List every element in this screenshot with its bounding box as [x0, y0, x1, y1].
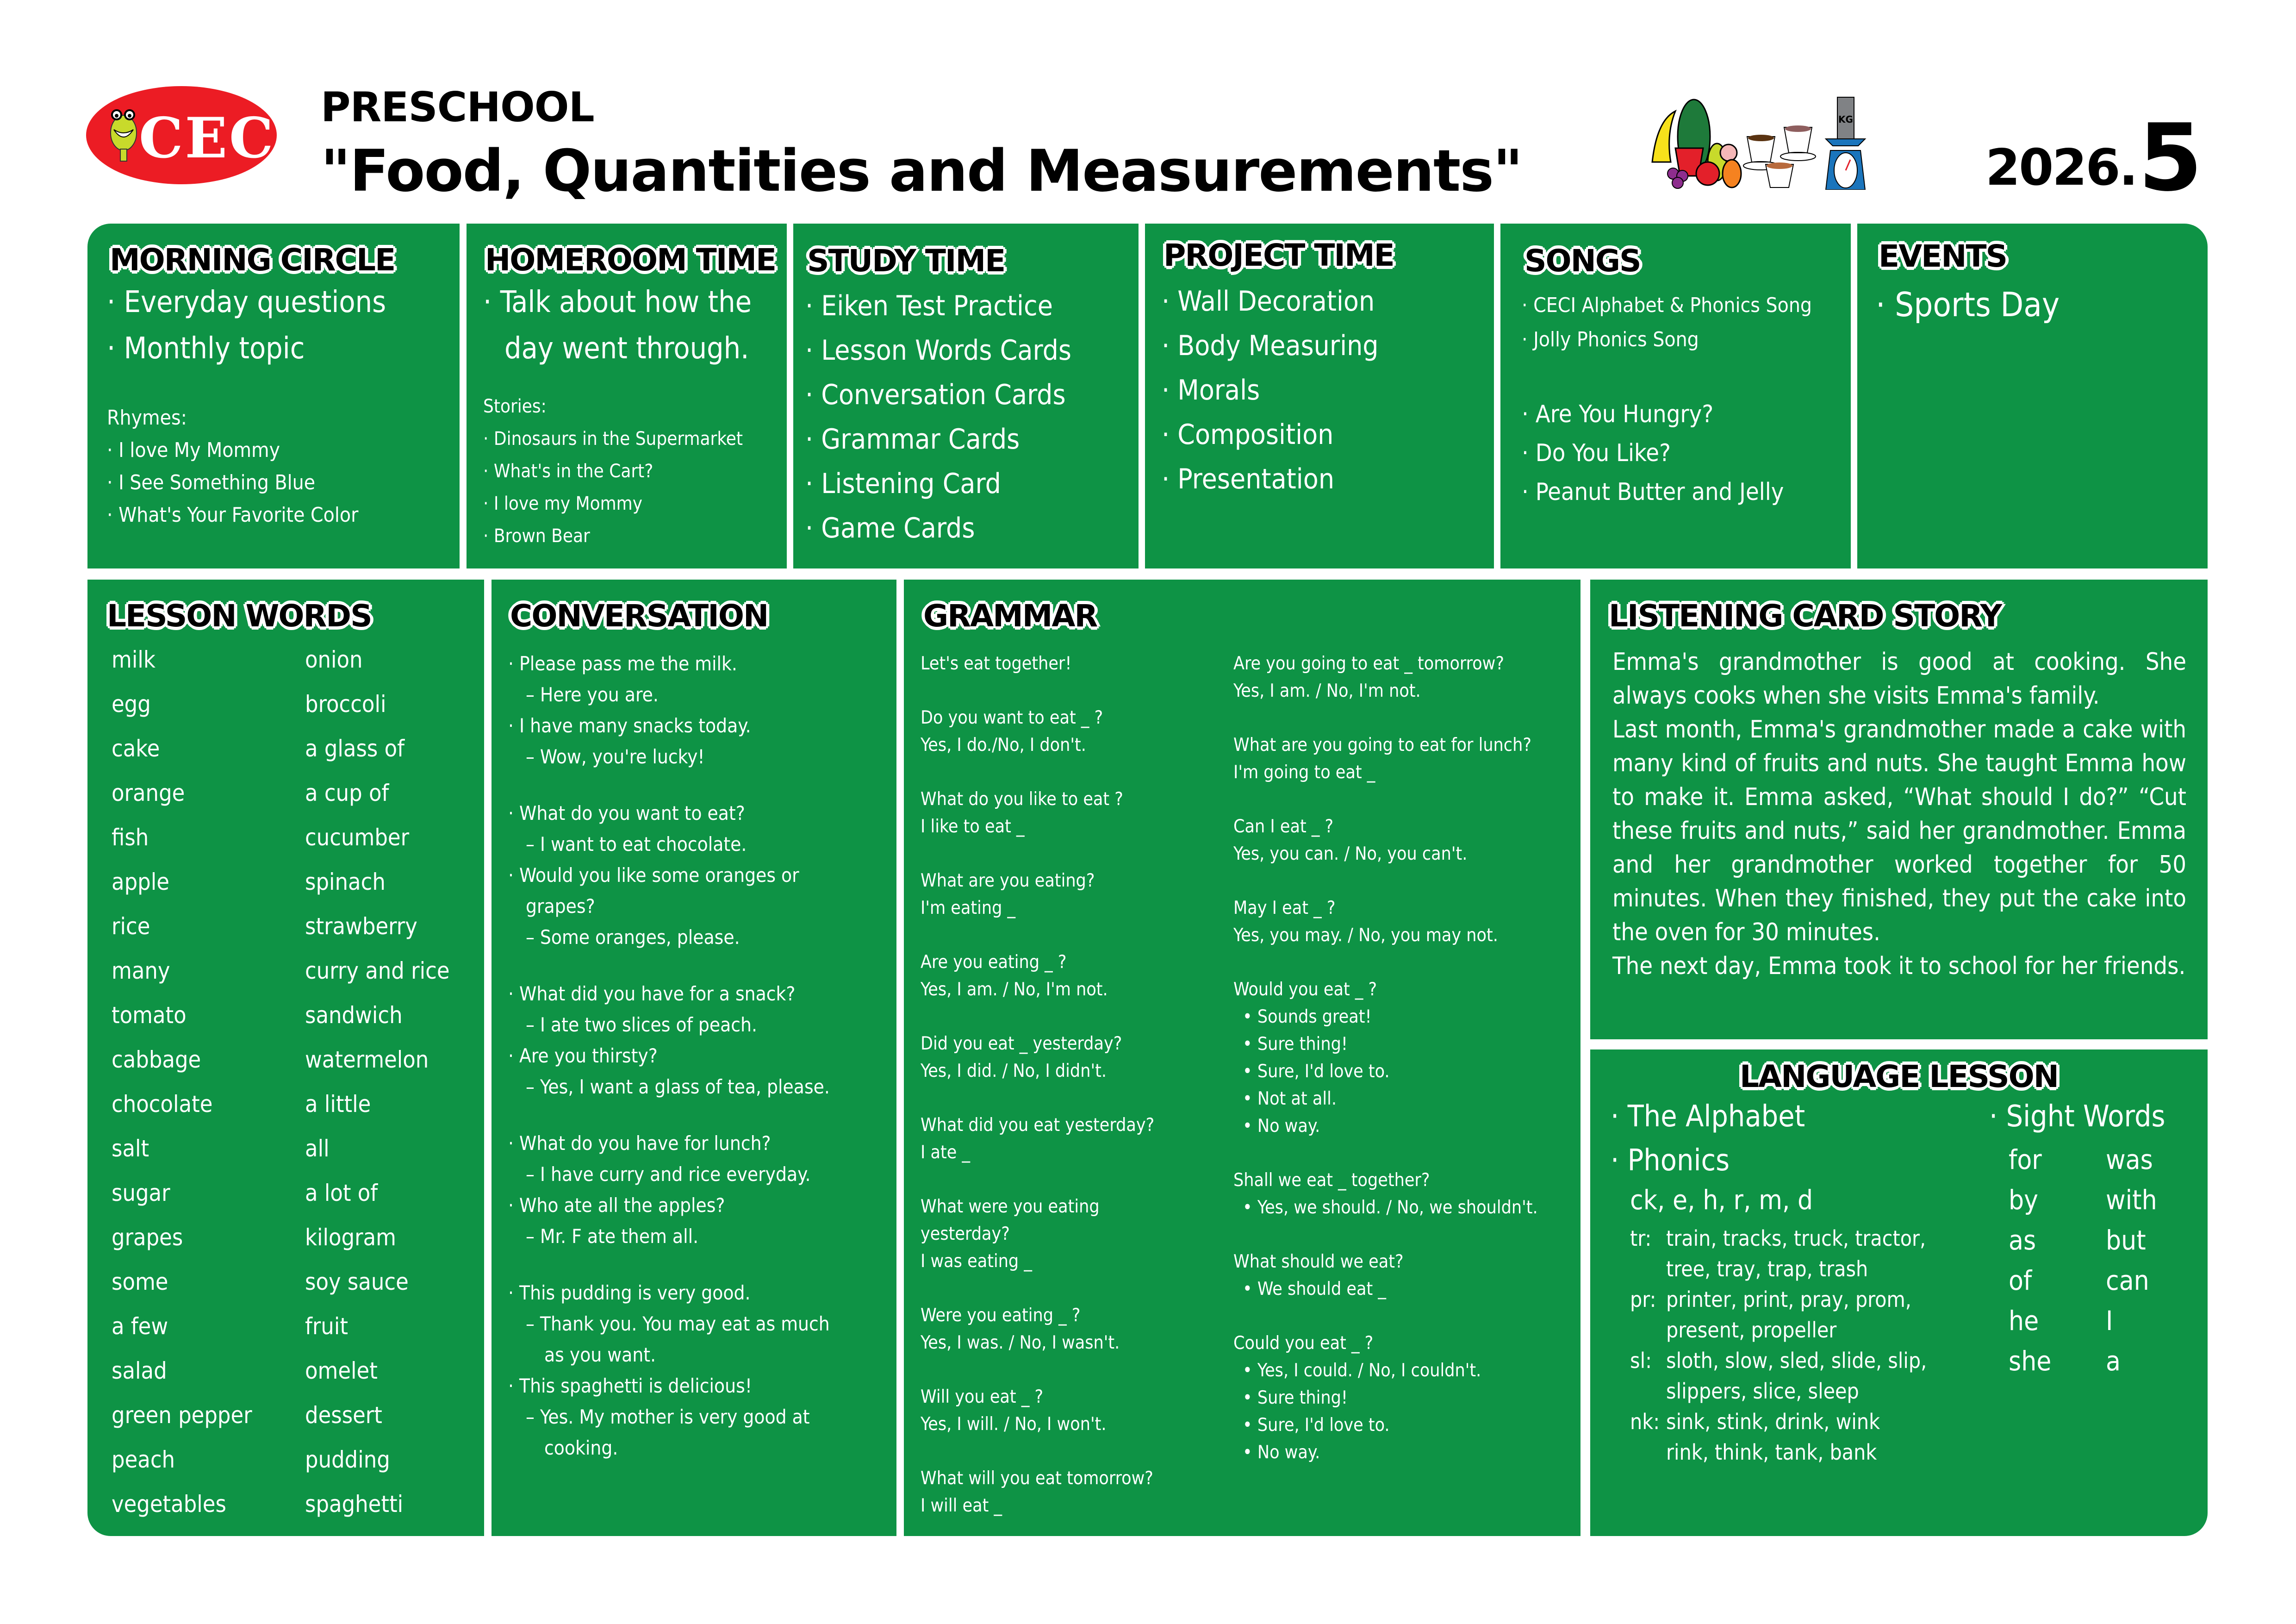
lesson-word: vegetables	[112, 1491, 226, 1518]
list-item: day went through.	[504, 331, 749, 366]
lesson-word: many	[112, 957, 170, 984]
conversation-line: – I ate two slices of peach.	[526, 1013, 757, 1036]
list-item: · Composition	[1162, 418, 1334, 451]
sight-word: he	[2009, 1305, 2039, 1337]
grammar-line: I ate _	[921, 1142, 971, 1163]
conversation-line: – Some oranges, please.	[526, 926, 740, 949]
conversation-line: · What did you have for a snack?	[508, 982, 796, 1005]
lesson-word: strawberry	[305, 913, 417, 940]
grammar-bullet: • Sure, I'd love to.	[1243, 1061, 1390, 1082]
lesson-word: curry and rice	[305, 957, 450, 984]
lesson-word: spinach	[305, 868, 386, 895]
cup-icon	[1780, 125, 1816, 161]
conversation-line: · What do you want to eat?	[508, 802, 745, 824]
grammar-line: yesterday?	[921, 1224, 1010, 1244]
list-item: · Lesson Words Cards	[805, 334, 1071, 367]
blend-words: rink, think, tank, bank	[1666, 1440, 1877, 1465]
sight-words-col-1	[2009, 1140, 2106, 1381]
conversation-line: – Yes. My mother is very good at	[526, 1405, 810, 1428]
kg-weight-icon	[1837, 97, 1854, 139]
morning-circle-panel	[87, 224, 460, 568]
conversation-list	[508, 648, 830, 1463]
conversation-line: · I have many snacks today.	[508, 714, 751, 737]
list-item: · Body Measuring	[1162, 330, 1379, 362]
panel-title: CONVERSATION	[510, 598, 768, 634]
sight-words-col-2	[2106, 1140, 2157, 1381]
grammar-question: Can I eat _ ?	[1233, 816, 1334, 837]
lesson-word: egg	[112, 691, 151, 718]
story-paragraph: The next day, Emma took it to school for her friends.	[1612, 952, 2186, 980]
grammar-question: Could you eat _ ?	[1233, 1333, 1374, 1354]
panel-title: PROJECT TIME	[1164, 237, 1394, 273]
conversation-line: – Here you are.	[526, 683, 659, 706]
phonics-section	[1611, 1093, 1927, 1468]
grammar-bullet: • Yes, I could. / No, I couldn't.	[1243, 1360, 1481, 1381]
conversation-line: – I have curry and rice everyday.	[526, 1163, 811, 1186]
lesson-word: milk	[112, 646, 156, 673]
study-items	[805, 284, 1071, 550]
conversation-line: – Thank you. You may eat as much	[526, 1312, 830, 1335]
list-item: · What's Your Favorite Color	[107, 503, 359, 527]
grammar-line: Yes, I am. / No, I'm not.	[921, 979, 1108, 1000]
blend-key	[1630, 1437, 1666, 1468]
sight-word: but	[2106, 1224, 2146, 1256]
lesson-word: pudding	[305, 1446, 390, 1473]
lesson-word: all	[305, 1135, 330, 1162]
conversation-line: as you want.	[544, 1343, 656, 1366]
conversation-line: · Would you like some oranges or	[508, 864, 799, 887]
grapes-icon	[1668, 168, 1688, 188]
blend-row	[1630, 1315, 1927, 1345]
grammar-answer: Yes, I am. / No, I'm not.	[1233, 681, 1421, 701]
study-time-panel	[793, 224, 1139, 568]
spacer	[508, 953, 830, 978]
grammar-bullet: • Yes, we should. / No, we shouldn't.	[1243, 1197, 1538, 1218]
list-item: · Peanut Butter and Jelly	[1522, 478, 1784, 506]
list-item: · Jolly Phonics Song	[1522, 328, 1699, 351]
spacer	[921, 1356, 1154, 1383]
grammar-line: I was eating _	[921, 1251, 1032, 1272]
conversation-line: · Are you thirsty?	[508, 1044, 658, 1067]
project-items	[1162, 279, 1379, 501]
lesson-words-panel	[87, 580, 484, 1536]
sight-words-section	[1989, 1093, 2165, 1381]
spacer	[921, 1166, 1154, 1193]
lesson-words-col-2	[305, 637, 450, 1526]
grammar-bullet: • Not at all.	[1243, 1088, 1337, 1109]
lesson-word: omelet	[305, 1357, 378, 1384]
conversation-line: cooking.	[544, 1437, 618, 1459]
blend-key: sl:	[1630, 1348, 1652, 1373]
grammar-line: Yes, I was. / No, I wasn't.	[921, 1332, 1120, 1353]
list-item: · Presentation	[1162, 463, 1335, 495]
list-item: · Conversation Cards	[805, 379, 1066, 411]
list-item: · I love my Mommy	[483, 493, 643, 514]
panel-title: EVENTS	[1879, 238, 2007, 274]
grammar-bullet: • No way.	[1243, 1116, 1320, 1137]
spacer	[1233, 705, 1538, 731]
blend-row	[1630, 1223, 1927, 1254]
events-items	[1876, 281, 2060, 328]
cup-icon	[1766, 162, 1793, 187]
list-item: · Grammar Cards	[805, 423, 1020, 456]
svg-text:KG: KG	[1838, 114, 1853, 125]
grammar-line: What were you eating	[921, 1196, 1100, 1217]
grammar-bullet: • Sure thing!	[1243, 1387, 1348, 1408]
blend-words: train, tracks, truck, tractor,	[1666, 1226, 1926, 1251]
peach-icon	[1720, 144, 1737, 161]
blend-key: tr:	[1630, 1226, 1652, 1251]
lesson-word: cake	[112, 735, 160, 762]
list-item: · Eiken Test Practice	[805, 290, 1053, 322]
lesson-word: a glass of	[305, 735, 404, 762]
lesson-word: a cup of	[305, 780, 389, 806]
blend-key	[1630, 1376, 1666, 1406]
banana-icon	[1652, 111, 1675, 162]
frog-mascot-icon	[107, 107, 140, 163]
blend-key: pr:	[1630, 1287, 1656, 1312]
list-item: · I See Something Blue	[107, 471, 316, 494]
list-item: · Talk about how the	[483, 285, 752, 319]
spacer	[1233, 868, 1538, 894]
grammar-line: Did you eat _ yesterday?	[921, 1033, 1122, 1054]
grammar-question: What should we eat?	[1233, 1251, 1404, 1272]
spacer	[1233, 786, 1538, 813]
blends-list	[1611, 1223, 1927, 1468]
panel-title: MORNING CIRCLE	[110, 242, 395, 278]
conversation-line: · This pudding is very good.	[508, 1281, 751, 1304]
food-illustration	[1648, 93, 1935, 190]
lesson-word: a few	[112, 1313, 168, 1340]
grammar-line: What do you like to eat ?	[921, 789, 1123, 810]
list-item: · Morals	[1162, 374, 1260, 406]
date-month: 5	[2138, 104, 2203, 212]
conversation-line: – Yes, I want a glass of tea, please.	[526, 1075, 830, 1098]
spacer	[508, 1252, 830, 1277]
rhymes-label: Rhymes:	[107, 406, 187, 430]
lesson-word: kilogram	[305, 1224, 396, 1251]
sight-words-grid	[1989, 1140, 2165, 1381]
homeroom-items	[483, 279, 752, 372]
lesson-word: onion	[305, 646, 363, 673]
list-item: · Listening Card	[805, 468, 1001, 500]
sight-word: she	[2009, 1345, 2052, 1377]
list-item: · Sports Day	[1876, 285, 2060, 324]
panel-title: LESSON WORDS	[107, 598, 372, 634]
conversation-line: – Mr. F ate them all.	[526, 1225, 699, 1248]
grammar-panel	[904, 580, 1580, 1536]
conversation-line: · Please pass me the milk.	[508, 652, 737, 675]
spacer	[508, 1102, 830, 1128]
orange-icon	[1723, 160, 1741, 187]
lesson-word: salad	[112, 1357, 167, 1384]
rhymes-list	[107, 402, 358, 531]
lesson-word: cabbage	[112, 1046, 201, 1073]
lesson-word: fruit	[305, 1313, 348, 1340]
lesson-word: spaghetti	[305, 1491, 404, 1518]
listening-card-story-panel	[1590, 580, 2208, 1039]
songs-group-2	[1522, 395, 1784, 512]
spacer	[921, 759, 1154, 786]
grammar-question: May I eat _ ?	[1233, 898, 1336, 918]
lesson-word: some	[112, 1268, 168, 1295]
blend-words: slippers, slice, sleep	[1666, 1379, 1859, 1404]
kitchen-scale-icon	[1826, 139, 1865, 190]
page-title: "Food, Quantities and Measurements"	[321, 138, 1522, 205]
grammar-answer: Yes, you can. / No, you can't.	[1233, 843, 1468, 864]
songs-panel	[1500, 224, 1851, 568]
story-text	[1612, 645, 2186, 983]
grammar-line: Yes, I did. / No, I didn't.	[921, 1061, 1107, 1081]
grammar-line: I will eat _	[921, 1495, 1002, 1516]
songs-group-1	[1522, 288, 1812, 357]
spacer	[508, 772, 830, 798]
grammar-line: I'm eating _	[921, 898, 1016, 918]
stories-list	[483, 390, 743, 552]
list-item: · Brown Bear	[483, 525, 590, 547]
grammar-line: Do you want to eat _ ?	[921, 707, 1103, 728]
homeroom-time-panel	[467, 224, 787, 568]
lesson-word: rice	[112, 913, 150, 940]
lesson-word: a lot of	[305, 1180, 378, 1206]
grammar-col-2	[1233, 650, 1538, 1466]
conversation-line: grapes?	[526, 895, 595, 918]
lesson-word: watermelon	[305, 1046, 429, 1073]
panel-title: SONGS	[1524, 243, 1641, 279]
program-subtitle: PRESCHOOL	[321, 83, 594, 131]
grammar-line: Will you eat _ ?	[921, 1387, 1044, 1407]
lesson-word: orange	[112, 780, 185, 806]
spacer	[921, 1438, 1154, 1465]
sight-word: a	[2106, 1345, 2121, 1377]
blend-key	[1630, 1254, 1666, 1284]
phonics-item: · Phonics	[1611, 1143, 1730, 1178]
conversation-panel	[492, 580, 896, 1536]
apple-icon	[1696, 162, 1719, 185]
grammar-bullet: • Sure, I'd love to.	[1243, 1415, 1390, 1436]
blend-key	[1630, 1315, 1666, 1345]
lesson-word: grapes	[112, 1224, 183, 1251]
sight-word: I	[2106, 1305, 2113, 1337]
stories-label: Stories:	[483, 396, 547, 417]
sight-words-label: · Sight Words	[1989, 1099, 2165, 1134]
spacer	[921, 1085, 1154, 1112]
lesson-word: fish	[112, 824, 149, 851]
blend-row	[1630, 1345, 1927, 1376]
conversation-line: · What do you have for lunch?	[508, 1132, 771, 1155]
blend-words: sink, stink, drink, wink	[1666, 1409, 1880, 1434]
sight-word: was	[2106, 1144, 2153, 1175]
list-item: · Wall Decoration	[1162, 285, 1375, 318]
spacer	[921, 1003, 1154, 1030]
grammar-line: Were you eating _ ?	[921, 1305, 1081, 1326]
story-paragraph: Last month, Emma's grandmother made a cake with many kind of fruits and nuts. She taught Emma how to make it. Emma asked, “What should I do?” “Cut these fruits and nuts,” said her grandmother. Emma and her grandmother worked together for 50 minutes. When they finished, they put the cake into the oven for 30 minutes.	[1612, 716, 2186, 946]
blend-row	[1630, 1406, 1927, 1437]
sight-word: as	[2009, 1224, 2036, 1256]
grammar-bullet: • Sure thing!	[1243, 1034, 1348, 1055]
lesson-words-col-1	[112, 637, 252, 1526]
sight-word: for	[2009, 1144, 2042, 1175]
blend-row	[1630, 1284, 1927, 1315]
list-item: · Do You Like?	[1522, 439, 1671, 467]
conversation-line: · This spaghetti is delicious!	[508, 1374, 752, 1397]
blend-words: present, propeller	[1666, 1318, 1837, 1343]
spacer	[1233, 1221, 1538, 1248]
sight-word: by	[2009, 1184, 2039, 1216]
phonics-letters: ck, e, h, r, m, d	[1630, 1184, 1813, 1216]
sight-word: with	[2106, 1184, 2157, 1216]
list-item: · Monthly topic	[107, 331, 305, 366]
blend-row	[1630, 1376, 1927, 1406]
lesson-word: a little	[305, 1091, 371, 1118]
list-item: · Dinosaurs in the Supermarket	[483, 428, 743, 450]
lesson-word: sugar	[112, 1180, 170, 1206]
grammar-line: I like to eat _	[921, 816, 1025, 837]
spacer	[1233, 949, 1538, 976]
grammar-answer: I'm going to eat _	[1233, 762, 1375, 783]
lesson-word: dessert	[305, 1402, 382, 1429]
conversation-line: – I want to eat chocolate.	[526, 833, 747, 856]
grammar-line: What are you eating?	[921, 870, 1095, 891]
lesson-word: cucumber	[305, 824, 410, 851]
grammar-line: Yes, I do./No, I don't.	[921, 735, 1086, 756]
sight-word: can	[2106, 1265, 2149, 1296]
morning-items	[107, 279, 386, 372]
spacer	[1233, 1140, 1538, 1167]
blend-row	[1630, 1437, 1927, 1468]
grammar-col-1	[921, 650, 1154, 1519]
spacer	[1233, 1303, 1538, 1330]
lesson-word: tomato	[112, 1002, 187, 1029]
grammar-bullet: • We should eat _	[1243, 1279, 1386, 1299]
grammar-question: Would you eat _ ?	[1233, 979, 1377, 1000]
grammar-line: What will you eat tomorrow?	[921, 1468, 1153, 1489]
lesson-word: green pepper	[112, 1402, 252, 1429]
alphabet-item: · The Alphabet	[1611, 1099, 1805, 1134]
blend-words: tree, tray, trap, trash	[1666, 1256, 1868, 1281]
panel-title: LANGUAGE LESSON	[1739, 1059, 2058, 1094]
lesson-word: sandwich	[305, 1002, 403, 1029]
grammar-line: Yes, I will. / No, I won't.	[921, 1414, 1107, 1435]
lesson-word: chocolate	[112, 1091, 213, 1118]
blend-key: nk:	[1630, 1409, 1660, 1434]
lesson-word: soy sauce	[305, 1268, 409, 1295]
panel-title: STUDY TIME	[807, 243, 1005, 279]
date-year: 2026.	[1985, 139, 2137, 197]
sight-word: of	[2009, 1265, 2032, 1296]
logo-text: CECI	[139, 106, 303, 171]
blend-row	[1630, 1254, 1927, 1284]
panel-title: GRAMMAR	[923, 598, 1097, 634]
lesson-word: salt	[112, 1135, 149, 1162]
grammar-question: Are you going to eat _ tomorrow?	[1233, 653, 1504, 674]
list-item: · Game Cards	[805, 512, 975, 544]
lesson-word: broccoli	[305, 691, 386, 718]
conversation-line: · Who ate all the apples?	[508, 1194, 725, 1217]
blend-words: sloth, slow, sled, slide, slip,	[1666, 1348, 1927, 1373]
list-item: · Are You Hungry?	[1522, 400, 1714, 428]
spacer	[921, 677, 1154, 704]
panel-title: HOMEROOM TIME	[485, 242, 776, 278]
language-lesson-panel	[1590, 1049, 2208, 1536]
grammar-line: Let's eat together!	[921, 653, 1072, 674]
grammar-line: What did you eat yesterday?	[921, 1115, 1155, 1136]
lesson-word: peach	[112, 1446, 175, 1473]
list-item: · I love My Mommy	[107, 438, 280, 462]
grammar-bullet: • Sounds great!	[1243, 1006, 1372, 1027]
events-panel	[1857, 224, 2208, 568]
list-item: · Everyday questions	[107, 285, 386, 319]
blend-words: printer, print, pray, prom,	[1666, 1287, 1911, 1312]
grammar-line: Are you eating _ ?	[921, 952, 1067, 973]
list-item: · CECI Alphabet & Phonics Song	[1522, 294, 1812, 317]
grammar-answer: Yes, you may. / No, you may not.	[1233, 925, 1498, 946]
grammar-question: Shall we eat _ together?	[1233, 1170, 1430, 1191]
list-item: · What's in the Cart?	[483, 461, 653, 482]
grammar-bullet: • No way.	[1243, 1442, 1320, 1463]
spacer	[921, 840, 1154, 867]
panel-title: LISTENING CARD STORY	[1609, 598, 2002, 634]
spacer	[921, 922, 1154, 949]
project-time-panel	[1145, 224, 1494, 568]
lesson-word: apple	[112, 868, 169, 895]
story-paragraph: Emma's grandmother is good at cooking. She always cooks when she visits Emma's family.	[1612, 648, 2186, 710]
grammar-question: What are you going to eat for lunch?	[1233, 735, 1531, 756]
spacer	[921, 1275, 1154, 1302]
conversation-line: – Wow, you're lucky!	[526, 745, 705, 768]
